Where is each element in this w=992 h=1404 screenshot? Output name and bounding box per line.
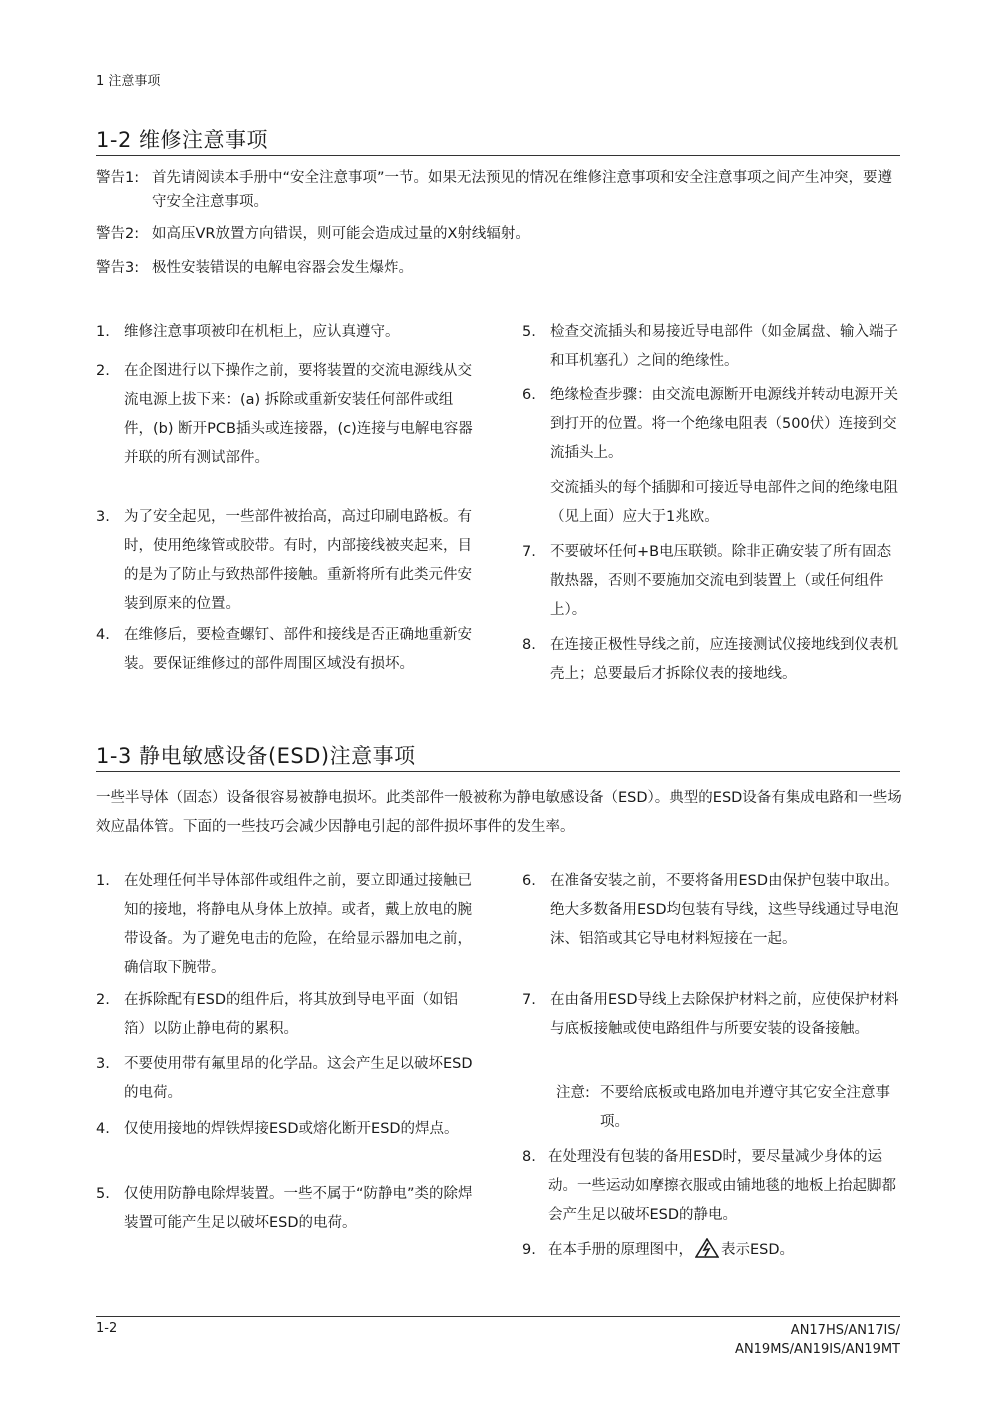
note-label: 注意:: [556, 1085, 590, 1101]
item-text: 不要使用带有氟里昂的化学品。这会产生足以破坏ESD的电荷。: [124, 1056, 473, 1101]
item-number: 2.: [96, 363, 110, 379]
section-intro: 一些半导体（固态）设备很容易被静电损坏。此类部件一般被称为静电敏感设备（ESD）。典型的ESD设备有集成电路和一些场效应晶体管。下面的一些技巧会减少因静电引起的部件损坏事件的发生率。: [96, 790, 902, 835]
list-item: [522, 631, 900, 689]
list-item: [96, 986, 474, 1044]
running-head: 1 注意事项: [96, 74, 161, 89]
item-text: 在处理没有包装的备用ESD时，要尽量减少身体的运动。一些运动如摩擦衣服或由铺地毯的地板上抬起脚都会产生足以破坏ESD的静电。: [548, 1149, 896, 1223]
model-line-1: AN17HS/AN17IS/: [790, 1323, 900, 1338]
model-line-2: AN19MS/AN19IS/AN19MT: [735, 1342, 900, 1357]
item-text: 在拆除配有ESD的组件后，将其放到导电平面（如铝箔）以防止静电荷的累积。: [124, 992, 459, 1037]
list-item: [96, 1180, 474, 1238]
model-list: [735, 1321, 900, 1359]
item-text: 交流插头的每个插脚和可接近导电部件之间的绝缘电阻（见上面）应大于1兆欧。: [550, 480, 898, 525]
warning-2: [96, 222, 900, 246]
item-number: 8.: [522, 637, 536, 653]
item-number: 2.: [96, 992, 110, 1008]
item-text: 在准备安装之前，不要将备用ESD由保护包装中取出。绝大多数备用ESD均包装有导线，这些导线通过导电泡沫、铝箔或其它导电材料短接在一起。: [550, 873, 899, 947]
item-text: 为了安全起见，一些部件被抬高，高过印刷电路板。有时，使用绝缘管或胶带。有时，内部接线被夹起来，目的是为了防止与致热部件接触。重新将所有此类元件安装到原来的位置。: [124, 509, 472, 612]
list-item-continuation: [522, 474, 900, 532]
section-rule-1-3: [96, 771, 900, 772]
item-number: 5.: [96, 1186, 110, 1202]
warning-text: 如高压VR放置方向错误，则可能会造成过量的X射线辐射。: [152, 226, 530, 242]
list-item: [96, 1115, 474, 1144]
item-text-after: 表示ESD。: [721, 1242, 795, 1258]
item-text-before: 在本手册的原理图中，: [548, 1242, 693, 1258]
item-text: 在企图进行以下操作之前，要将装置的交流电源线从交流电源上拔下来：(a) 拆除或重新安装任何部件或组件，(b) 断开PCB插头或连接器，(c)连接与电解电容器并联的所有测试部件。: [124, 363, 473, 466]
item-number: 5.: [522, 324, 536, 340]
list-item: [96, 1050, 474, 1108]
item-text: 在连接正极性导线之前，应连接测试仪接地线到仪表机壳上；总要最后才拆除仪表的接地线。: [550, 637, 898, 682]
item-text: 维修注意事项被印在机柜上，应认真遵守。: [124, 324, 400, 340]
item-text: 仅使用接地的焊铁焊接ESD或熔化断开ESD的焊点。: [124, 1121, 459, 1137]
item-text: 在处理任何半导体部件或组件之前，要立即通过接触已知的接地，将静电从身体上放掉。或者，戴上放电的腕带设备。为了避免电击的危险，在给显示器加电之前，确信取下腕带。: [124, 873, 472, 976]
item-number: 1.: [96, 324, 110, 340]
item-number: 3.: [96, 1056, 110, 1072]
warning-label: 警告2:: [96, 226, 140, 242]
section-title-1-2: 1-2 维修注意事项: [96, 128, 268, 152]
list-item: [522, 1143, 900, 1230]
esd-warning-icon: [695, 1238, 719, 1269]
section-rule-1-2: [96, 155, 900, 156]
list-item: [522, 867, 900, 954]
item-number: 9.: [522, 1242, 536, 1258]
item-text: 检查交流插头和易接近导电部件（如金属盘、输入端子和耳机塞孔）之间的绝缘性。: [550, 324, 898, 369]
list-item: [522, 986, 900, 1044]
list-item: [522, 538, 900, 625]
note-text: 不要给底板或电路加电并遵守其它安全注意事项。: [600, 1085, 890, 1130]
list-item: [96, 357, 474, 473]
item-number: 6.: [522, 873, 536, 889]
item-number: 1.: [96, 873, 110, 889]
list-item: [96, 621, 474, 679]
list-item: [96, 318, 474, 347]
warning-3: [96, 256, 900, 280]
item-text: 绝缘检查步骤：由交流电源断开电源线并转动电源开关到打开的位置。将一个绝缘电阻表（500伏）连接到交流插头上。: [550, 387, 898, 461]
item-number: 3.: [96, 509, 110, 525]
warning-label: 警告3:: [96, 260, 140, 276]
footer-rule: [96, 1316, 900, 1317]
warning-label: 警告1:: [96, 170, 140, 186]
list-item: [522, 318, 900, 376]
section-title-1-3: 1-3 静电敏感设备(ESD)注意事项: [96, 744, 416, 768]
item-text: 仅使用防静电除焊装置。一些不属于“防静电”类的除焊装置可能产生足以破坏ESD的电荷。: [124, 1186, 473, 1231]
item-number: 8.: [522, 1149, 536, 1165]
warning-1: [96, 166, 900, 214]
item-number: 4.: [96, 627, 110, 643]
item-text: 在维修后，要检查螺钉、部件和接线是否正确地重新安装。要保证维修过的部件周围区域没有损坏。: [124, 627, 472, 672]
item-number: 4.: [96, 1121, 110, 1137]
list-item: [96, 867, 474, 983]
item-text: 不要破坏任何+B电压联锁。除非正确安装了所有固态散热器，否则不要施加交流电到装置上（或任何组件上）。: [550, 544, 892, 618]
page-number: 1-2: [96, 1321, 118, 1336]
item-text: 在由备用ESD导线上去除保护材料之前，应使保护材料与底板接触或使电路组件与所要安装的设备接触。: [550, 992, 899, 1037]
item-number: 7.: [522, 992, 536, 1008]
item-text: [548, 1236, 900, 1269]
list-item: [96, 503, 474, 619]
note: [556, 1079, 902, 1137]
list-item: [522, 1236, 900, 1269]
warning-text: 极性安装错误的电解电容器会发生爆炸。: [152, 260, 413, 276]
item-number: 7.: [522, 544, 536, 560]
list-item: [522, 381, 900, 468]
item-number: 6.: [522, 387, 536, 403]
warning-text: 首先请阅读本手册中“安全注意事项”一节。如果无法预见的情况在维修注意事项和安全注意事项之间产生冲突，要遵守安全注意事项。: [152, 170, 893, 210]
